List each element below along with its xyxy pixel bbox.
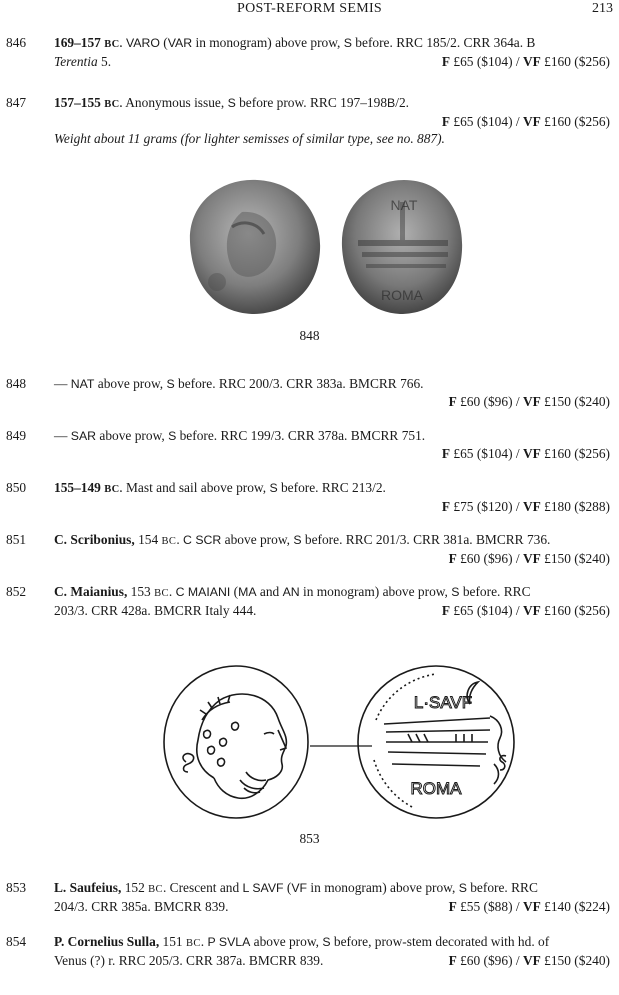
grade-label: F bbox=[441, 603, 451, 618]
entry-line bbox=[54, 879, 610, 898]
moneyer-name: C. Scribonius, bbox=[54, 532, 135, 547]
price-value: £150 ($240) bbox=[540, 953, 610, 968]
legend-text: S bbox=[166, 377, 175, 391]
legend-text: S bbox=[168, 429, 177, 443]
text-run: Venus (?) r. RRC 205/3. CRR 387a. BMCRR 839. bbox=[54, 953, 324, 968]
entry-line bbox=[54, 427, 610, 445]
entry-text bbox=[54, 879, 610, 915]
entry-text bbox=[54, 583, 610, 619]
text-run: . bbox=[176, 532, 184, 547]
entry-number: 848 bbox=[6, 376, 27, 391]
catalogue-entry-853 bbox=[6, 879, 610, 915]
catalogue-entry-847 bbox=[6, 94, 610, 147]
grade-label: VF bbox=[522, 953, 541, 968]
catalogue-entry-848 bbox=[6, 375, 610, 410]
price bbox=[54, 445, 610, 462]
catalogue-entry-846 bbox=[6, 34, 610, 70]
entry-date: 169–157 bbox=[54, 35, 101, 50]
legend-text: VF bbox=[291, 881, 308, 895]
grade-label: F bbox=[441, 499, 451, 514]
grade-label: F bbox=[448, 953, 457, 968]
entry-number: 849 bbox=[6, 428, 27, 443]
price bbox=[54, 550, 610, 567]
price-value: £60 ($96) / bbox=[456, 953, 523, 968]
grade-label: VF bbox=[522, 394, 541, 409]
text-run: 203/3. CRR 428a. BMCRR Italy 444. bbox=[54, 603, 257, 618]
entry-number: 847 bbox=[6, 95, 27, 110]
entry-line bbox=[54, 53, 610, 70]
text-run: ( bbox=[283, 880, 292, 895]
text-run: 151 bbox=[159, 934, 186, 949]
text-run: . bbox=[168, 584, 176, 599]
entry-text bbox=[54, 479, 610, 515]
entry-number: 850 bbox=[6, 480, 27, 495]
obverse-drawing bbox=[164, 666, 308, 818]
text-run: 154 bbox=[134, 532, 162, 547]
legend-text: VAR bbox=[167, 36, 193, 50]
grade-label: F bbox=[441, 114, 451, 129]
text-run: ( bbox=[159, 35, 168, 50]
figure-caption-848: 848 bbox=[299, 328, 320, 343]
text-run: before. RRC 200/3. CRR 383a. BMCRR 766. bbox=[174, 376, 424, 391]
text-run: . Crescent and bbox=[162, 880, 243, 895]
legend-text: C MAIANI bbox=[175, 585, 231, 599]
legend-text: S bbox=[269, 481, 278, 495]
era-label: BC bbox=[154, 588, 169, 599]
text-run: before. RRC 199/3. CRR 378a. BMCRR 751. bbox=[176, 428, 426, 443]
coin-legend-bottom: ROMA bbox=[410, 779, 462, 798]
text-run: . bbox=[200, 934, 208, 949]
text-run: and bbox=[256, 584, 283, 599]
reference-italic: Terentia bbox=[54, 54, 98, 69]
price-value: £180 ($288) bbox=[540, 499, 610, 514]
text-run: in monogram) above prow, bbox=[192, 35, 344, 50]
text-run: ( bbox=[230, 584, 239, 599]
grade-label: F bbox=[441, 446, 451, 461]
legend-text: C SCR bbox=[183, 533, 222, 547]
grade-label: VF bbox=[522, 54, 541, 69]
grade-label: F bbox=[448, 551, 457, 566]
catalogue-entry-854 bbox=[6, 933, 610, 969]
text-run: before. RRC 185/2. CRR 364a. B bbox=[351, 35, 536, 50]
legend-text: S bbox=[458, 881, 467, 895]
entry-number: 851 bbox=[6, 532, 27, 547]
entry-text bbox=[54, 531, 610, 567]
legend-text: SAR bbox=[70, 429, 97, 443]
grade-label: F bbox=[448, 394, 457, 409]
entry-number: 854 bbox=[6, 934, 27, 949]
grade-label: VF bbox=[522, 551, 541, 566]
entry-number: 853 bbox=[6, 880, 27, 895]
text-run: before. RRC bbox=[459, 584, 531, 599]
text-run: before, prow-stem decorated with hd. of bbox=[330, 934, 550, 949]
running-title: POST-REFORM SEMIS bbox=[236, 1, 383, 16]
price-value: £65 ($104) / bbox=[450, 446, 523, 461]
price-value: £160 ($256) bbox=[540, 114, 610, 129]
legend-text: MA bbox=[238, 585, 257, 599]
coin-photo-848 bbox=[172, 172, 472, 322]
price-value: £160 ($256) bbox=[540, 54, 610, 69]
legend-text: P SVLA bbox=[207, 935, 251, 949]
moneyer-name: P. Cornelius Sulla, bbox=[54, 934, 160, 949]
grade-label: VF bbox=[522, 603, 541, 618]
text-run: — bbox=[54, 376, 71, 391]
legend-text: B bbox=[387, 96, 396, 110]
text-run: 153 bbox=[127, 584, 155, 599]
coin-legend-top: NAT bbox=[390, 197, 418, 213]
price bbox=[54, 393, 610, 410]
price-value: £150 ($240) bbox=[540, 394, 610, 409]
price-value: £160 ($256) bbox=[540, 446, 610, 461]
obverse-photo bbox=[190, 180, 320, 314]
text-run: before. RRC 213/2. bbox=[277, 480, 386, 495]
era-label: BC bbox=[148, 884, 163, 895]
text-run: /2. bbox=[395, 95, 409, 110]
entry-line bbox=[54, 34, 610, 53]
price bbox=[449, 898, 610, 915]
price bbox=[442, 53, 610, 70]
text-run: above prow, bbox=[221, 532, 294, 547]
figure-caption-853: 853 bbox=[299, 831, 320, 846]
era-label: BC. bbox=[104, 99, 123, 110]
text-run: above prow, bbox=[250, 934, 323, 949]
price bbox=[54, 498, 610, 515]
era-label: BC. bbox=[104, 39, 123, 50]
grade-label: F bbox=[441, 54, 451, 69]
text-run: in monogram) above prow, bbox=[307, 880, 459, 895]
price-value: £160 ($256) bbox=[540, 603, 610, 618]
coin-legend-top: L·SAVF bbox=[413, 693, 473, 712]
catalogue-entry-851 bbox=[6, 531, 610, 567]
entry-text bbox=[54, 94, 610, 147]
text-run: 152 bbox=[121, 880, 149, 895]
entry-line bbox=[54, 933, 610, 952]
coin-legend-bottom: ROMA bbox=[381, 287, 423, 303]
text-run: above prow, bbox=[94, 376, 167, 391]
text-run: — bbox=[54, 428, 71, 443]
price-value: £150 ($240) bbox=[540, 551, 610, 566]
entry-line bbox=[54, 583, 610, 602]
page-number: 213 bbox=[592, 1, 613, 16]
legend-text: S bbox=[343, 36, 352, 50]
era-label: BC. bbox=[104, 484, 123, 495]
legend-text: NAT bbox=[70, 377, 95, 391]
grade-label: VF bbox=[522, 446, 541, 461]
catalogue-entry-850 bbox=[6, 479, 610, 515]
entry-line bbox=[54, 531, 610, 550]
entry-date: 157–155 bbox=[54, 95, 101, 110]
entry-line bbox=[54, 94, 610, 113]
price-value: £55 ($88) / bbox=[456, 899, 523, 914]
price-value: £60 ($96) / bbox=[456, 551, 523, 566]
text-run: Anonymous issue, bbox=[122, 95, 228, 110]
entry-note: Weight about 11 grams (for lighter semisses of similar type, see no. 887). bbox=[54, 131, 445, 146]
entry-text bbox=[54, 375, 610, 410]
entry-line bbox=[54, 952, 610, 969]
coin-drawing-853 bbox=[160, 660, 520, 822]
entry-number: 852 bbox=[6, 584, 27, 599]
moneyer-name: C. Maianius, bbox=[54, 584, 128, 599]
price-value: £75 ($120) / bbox=[450, 499, 523, 514]
entry-line bbox=[54, 479, 610, 498]
price-value: £60 ($96) / bbox=[456, 394, 523, 409]
legend-text: S bbox=[451, 585, 460, 599]
entry-line bbox=[54, 602, 610, 619]
price-value: £65 ($104) / bbox=[450, 114, 523, 129]
text-run: before. RRC bbox=[466, 880, 538, 895]
text-run: Mast and sail above prow, bbox=[122, 480, 270, 495]
text-run: before prow. RRC 197–198 bbox=[235, 95, 388, 110]
price bbox=[442, 602, 610, 619]
grade-label: VF bbox=[522, 114, 541, 129]
legend-text: VARO bbox=[126, 36, 160, 50]
price-value: £65 ($104) / bbox=[450, 54, 523, 69]
entry-line bbox=[54, 898, 610, 915]
entry-line bbox=[54, 375, 610, 393]
running-header bbox=[0, 0, 619, 20]
catalogue-entry-849 bbox=[6, 427, 610, 462]
legend-text: S bbox=[322, 935, 331, 949]
price bbox=[54, 113, 610, 130]
text-run: 204/3. CRR 385a. BMCRR 839. bbox=[54, 899, 229, 914]
era-label: BC bbox=[161, 536, 177, 547]
text-run: above prow, bbox=[96, 428, 169, 443]
price-value: £65 ($104) / bbox=[450, 603, 523, 618]
price-value: £140 ($224) bbox=[540, 899, 610, 914]
catalogue-entry-852 bbox=[6, 583, 610, 619]
entry-text bbox=[54, 427, 610, 462]
legend-text: S bbox=[293, 533, 302, 547]
price bbox=[449, 952, 610, 969]
legend-text: L SAVF bbox=[242, 881, 284, 895]
moneyer-name: L. Saufeius, bbox=[54, 880, 122, 895]
reverse-photo bbox=[342, 180, 462, 314]
grade-label: VF bbox=[522, 899, 541, 914]
entry-text bbox=[54, 933, 610, 969]
grade-label: VF bbox=[522, 499, 541, 514]
text-run: before. RRC 201/3. CRR 381a. BMCRR 736. bbox=[301, 532, 551, 547]
entry-text bbox=[54, 34, 610, 70]
text-run: 5. bbox=[97, 54, 112, 69]
entry-number: 846 bbox=[6, 35, 27, 50]
era-label: BC bbox=[185, 938, 201, 949]
grade-label: F bbox=[448, 899, 457, 914]
legend-text: AN bbox=[282, 585, 300, 599]
entry-date: 155–149 bbox=[54, 480, 101, 495]
text-run: in monogram) above prow, bbox=[299, 584, 452, 599]
legend-text: S bbox=[227, 96, 236, 110]
